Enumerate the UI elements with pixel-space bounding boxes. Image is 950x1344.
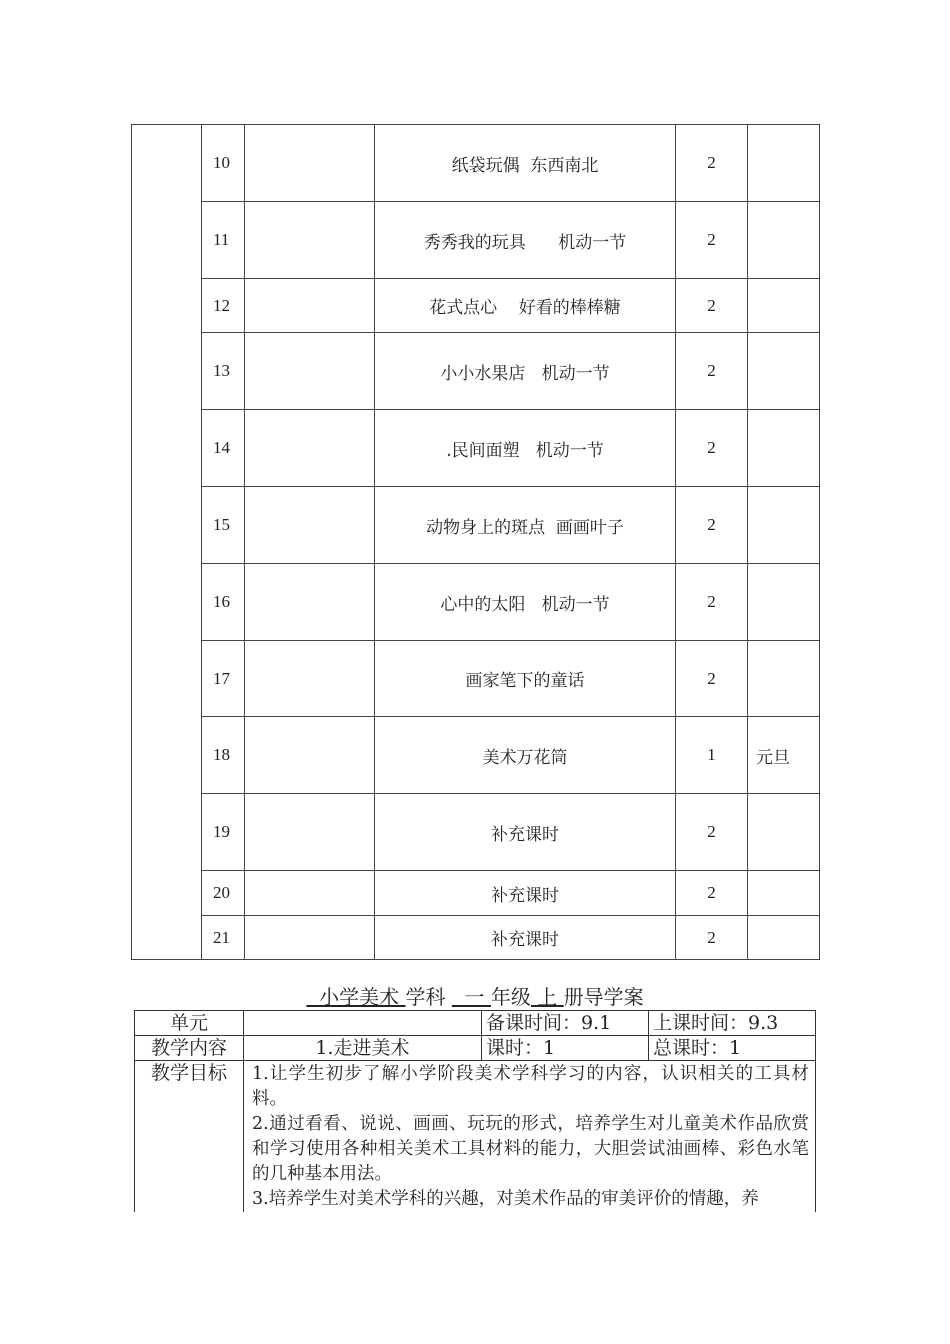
table-row (132, 564, 820, 641)
hours-cell: 2 (676, 564, 748, 641)
plan-row-goals (135, 1061, 816, 1213)
table-row (132, 279, 820, 333)
note-cell (748, 333, 820, 410)
content-label: 教学内容 (135, 1036, 244, 1061)
lesson-cell: 小小水果店 机动一节 (375, 333, 676, 410)
table-row (132, 487, 820, 564)
table-row (132, 410, 820, 487)
blank-cell (245, 794, 375, 871)
blank-cell (245, 641, 375, 717)
lesson-cell: 画家笔下的童话 (375, 641, 676, 717)
hours-cell: 2 (676, 794, 748, 871)
hours-cell: 2 (676, 279, 748, 333)
note-cell (748, 916, 820, 960)
table-row (132, 717, 820, 794)
hours-cell: 2 (676, 916, 748, 960)
title-subject-suffix: 学科 (405, 985, 446, 1009)
goal-label: 教学目标 (135, 1061, 244, 1213)
table-row (132, 333, 820, 410)
blank-cell (245, 410, 375, 487)
week-cell: 14 (202, 410, 245, 487)
lesson-cell: 动物身上的斑点 画画叶子 (375, 487, 676, 564)
note-cell (748, 279, 820, 333)
title-subject-text: 小学美术 (319, 985, 400, 1009)
hours-cell: 2 (676, 333, 748, 410)
lesson-cell: 纸袋玩偶 东西南北 (375, 125, 676, 202)
lesson-plan-frame (134, 1010, 816, 1212)
lesson-cell: 美术万花筒 (375, 717, 676, 794)
blank-cell (245, 202, 375, 279)
goal-item: 2.通过看看、说说、画画、玩玩的形式，培养学生对儿童美术作品欣赏和学习使用各种相关美术工具材料的能力，大胆尝试油画棒、彩色水笔的几种基本用法。 (252, 1114, 809, 1184)
goal-item: 3.培养学生对美术学科的兴趣，对美术作品的审美评价的情趣，养 (252, 1189, 759, 1209)
title-grade (452, 985, 491, 1009)
note-cell (748, 871, 820, 916)
blank-cell (245, 279, 375, 333)
blank-cell (245, 125, 375, 202)
lesson-cell: 补充课时 (375, 794, 676, 871)
blank-cell (245, 564, 375, 641)
week-cell: 15 (202, 487, 245, 564)
title-volume (531, 985, 564, 1009)
hours-cell: 1 (676, 717, 748, 794)
prep-time: 备课时间：9.1 (482, 1011, 649, 1036)
document-title (0, 984, 950, 1010)
title-grade-suffix: 年级 (490, 985, 531, 1009)
week-cell: 20 (202, 871, 245, 916)
lesson-plan-table (134, 1010, 816, 1212)
table-row (132, 871, 820, 916)
period: 课时：1 (482, 1036, 649, 1061)
hours-cell: 2 (676, 487, 748, 564)
table-row (132, 125, 820, 202)
goal-item: 1.让学生初步了解小学阶段美术学科学习的内容，认识相关的工具材料。 (252, 1064, 809, 1109)
week-cell: 11 (202, 202, 245, 279)
table-row (132, 794, 820, 871)
hours-cell: 2 (676, 202, 748, 279)
week-cell: 13 (202, 333, 245, 410)
week-cell: 12 (202, 279, 245, 333)
week-cell: 19 (202, 794, 245, 871)
note-cell (748, 202, 820, 279)
hours-cell: 2 (676, 410, 748, 487)
note-cell: 元旦 (748, 717, 820, 794)
plan-row-unit (135, 1011, 816, 1036)
table-row (132, 202, 820, 279)
total-period: 总课时：1 (649, 1036, 816, 1061)
lesson-cell: .民间面塑 机动一节 (375, 410, 676, 487)
schedule-body (132, 125, 820, 960)
unit-label: 单元 (135, 1011, 244, 1036)
hours-cell: 2 (676, 871, 748, 916)
note-cell (748, 125, 820, 202)
hours-cell: 2 (676, 125, 748, 202)
blank-cell (245, 871, 375, 916)
note-cell (748, 564, 820, 641)
unit-value (244, 1011, 482, 1036)
lesson-cell: 补充课时 (375, 871, 676, 916)
week-cell: 17 (202, 641, 245, 717)
title-grade-text: 一 (464, 985, 485, 1009)
content-value: 1.走进美术 (244, 1036, 482, 1061)
merged-left-cell (132, 125, 202, 960)
title-volume-suffix: 册导学案 (563, 985, 644, 1009)
class-time: 上课时间：9.3 (649, 1011, 816, 1036)
title-volume-text: 上 (537, 985, 558, 1009)
note-cell (748, 410, 820, 487)
week-cell: 10 (202, 125, 245, 202)
table-row (132, 641, 820, 717)
lesson-cell: 心中的太阳 机动一节 (375, 564, 676, 641)
lesson-cell: 花式点心 好看的棒棒糖 (375, 279, 676, 333)
note-cell (748, 794, 820, 871)
note-cell (748, 641, 820, 717)
table-row (132, 916, 820, 960)
blank-cell (245, 717, 375, 794)
lesson-cell: 补充课时 (375, 916, 676, 960)
hours-cell: 2 (676, 641, 748, 717)
week-cell: 18 (202, 717, 245, 794)
blank-cell (245, 333, 375, 410)
goal-text (244, 1061, 816, 1213)
schedule-table (131, 124, 820, 960)
blank-cell (245, 487, 375, 564)
title-subject (306, 985, 405, 1009)
plan-row-content (135, 1036, 816, 1061)
note-cell (748, 487, 820, 564)
lesson-cell: 秀秀我的玩具 机动一节 (375, 202, 676, 279)
week-cell: 21 (202, 916, 245, 960)
blank-cell (245, 916, 375, 960)
week-cell: 16 (202, 564, 245, 641)
